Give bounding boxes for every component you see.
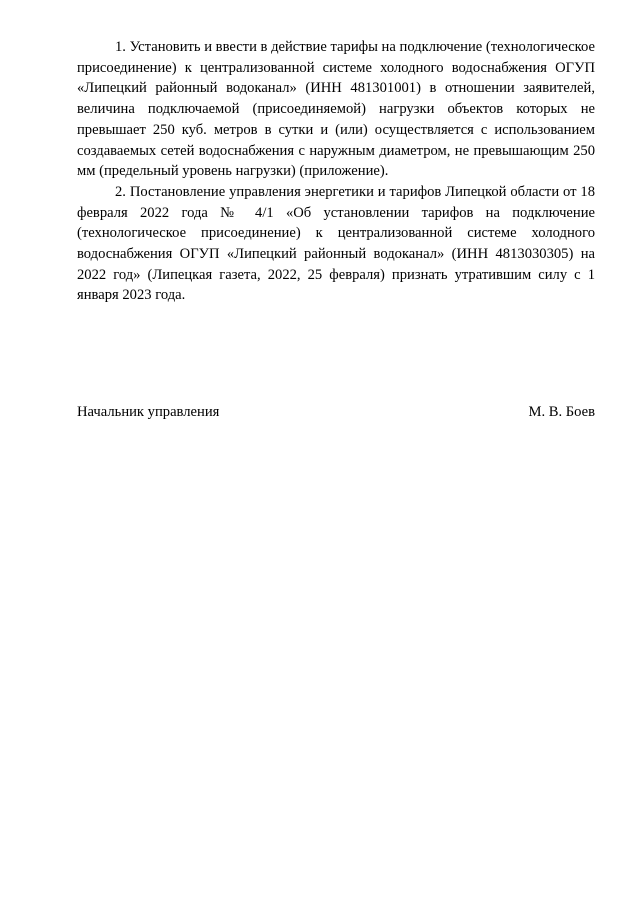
- signatory-position: Начальник управления: [77, 404, 220, 420]
- signatory-name: М. В. Боев: [528, 404, 595, 420]
- paragraph-2: 2. Постановление управления энергетики и тарифов Липецкой области от 18 февраля 2022 года № 4/1 «Об установлении тарифов на подключение (технологическое присоединение) к централизованной системе холодного водоснабжения ОГУП «Липецкий районный водоканал» (ИНН 4813030305) на 2022 год» (Липецкая газета, 2022, 25 февраля) признать утратившим силу с 1 января 2023 года.: [77, 183, 595, 304]
- paragraph-1: 1. Установить и ввести в действие тарифы на подключение (технологическое присоединение) к централизованной системе холодного водоснабжения ОГУП «Липецкий районный водоканал» (ИНН 481301001) в отношении заявителей, величина подключаемой (присоединяемой) нагрузки объектов которых не превышает 250 куб. метров в сутки и (или) осуществляется с использованием создаваемых сетей водоснабжения с наружным диаметром, не превышающим 250 мм (предельный уровень нагрузки) (приложение).: [77, 39, 595, 180]
- document-body: [77, 37, 595, 306]
- signature-block: [77, 402, 595, 423]
